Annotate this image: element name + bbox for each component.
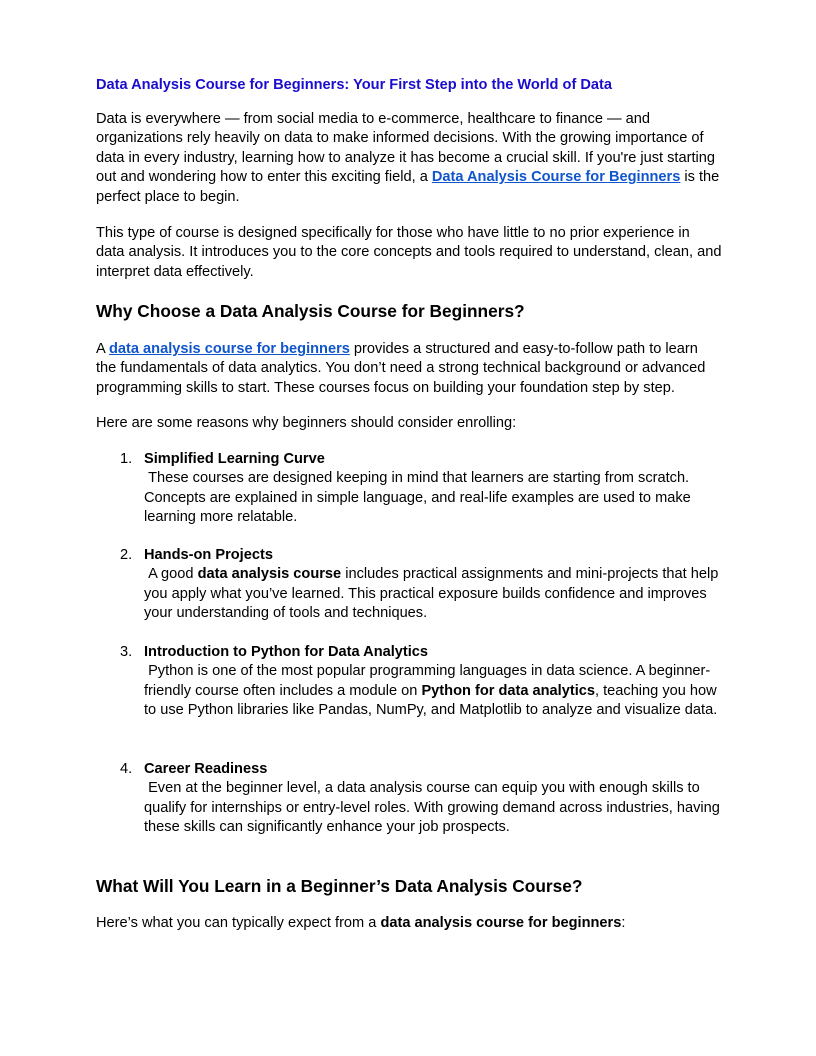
list-item-text-content: Even at the beginner level, a data analysis course can equip you with enough skills to qualify for internships or entry-level roles. With growing demand across industries, having these skills can significantly enhance your job prospects. <box>144 780 720 836</box>
what-bold: data analysis course for beginners <box>380 915 622 931</box>
why-tail: provides a structured and easy-to-follow path to learn the fundamentals of data analytics. You don’t need a strong technical background or advanced programming skills to start. These courses focus on building your foundation step by step. <box>96 341 706 396</box>
reasons-intro: Here are some reasons why beginners should consider enrolling: <box>96 415 517 431</box>
list-item-heading: Introduction to Python for Data Analytics <box>144 644 429 660</box>
list-item-heading: Career Readiness <box>144 761 268 777</box>
list-item-text-a: A good <box>148 566 198 583</box>
list-item-text-b: , teaching you how to use Python libraries like Pandas, NumPy, and Matplotlib to analyze and visualize data. <box>144 682 718 719</box>
list-item-text <box>144 662 720 720</box>
course-link-2[interactable]: data analysis course for beginners <box>108 341 350 357</box>
intro-p1-text: Data is everywhere — from social media to e-commerce, healthcare to finance — and organizations rely heavily on data to make informed decisions. With the growing importance of data in every industry, learning how to analyze it has become a crucial skill. If you're just starting out and wondering how to enter this exciting field, a <box>96 111 715 186</box>
what-paragraph <box>96 914 722 933</box>
course-link-1[interactable]: Data Analysis Course for Beginners <box>431 169 681 186</box>
list-item-text <box>144 565 720 623</box>
section-heading-why: Why Choose a Data Analysis Course for Beginners? <box>96 301 525 321</box>
list-item-text <box>144 779 720 837</box>
list-item-text-b: includes practical assignments and mini-projects that help you apply what you’ve learned. This practical exposure builds confidence and improves your understanding of tools and techniques. <box>144 566 719 622</box>
list-number: 4. <box>120 761 133 777</box>
why-paragraph <box>96 340 722 398</box>
list-item-heading: Simplified Learning Curve <box>144 451 325 467</box>
what-lead: Here’s what you can typically expect from a <box>96 915 381 931</box>
list-item-text <box>144 469 720 527</box>
list-item-text-content: These courses are designed keeping in mind that learners are starting from scratch. Concepts are explained in simple language, and real-life examples are used to make learning more relatable. <box>144 470 691 526</box>
list-number: 3. <box>120 644 133 660</box>
list-number: 2. <box>120 547 133 563</box>
section-heading-what: What Will You Learn in a Beginner’s Data Analysis Course? <box>96 876 583 896</box>
intro-p1-tail: is the perfect place to begin. <box>96 169 720 205</box>
intro-paragraph-2: This type of course is designed specifically for those who have little to no prior experience in data analysis. It introduces you to the core concepts and tools required to understand, clean, and interpret data effectively. <box>96 225 722 280</box>
list-item-bold: data analysis course <box>197 566 342 583</box>
intro-paragraph-1 <box>96 110 722 207</box>
why-lead: A <box>96 341 109 357</box>
list-item-bold: Python for data analytics <box>421 682 595 699</box>
list-item-text-a: Python is one of the most popular programming languages in data science. A beginner-friendly course often includes a module on <box>144 663 711 699</box>
document-title: Data Analysis Course for Beginners: Your First Step into the World of Data <box>96 77 612 93</box>
list-number: 1. <box>120 451 133 467</box>
what-tail: : <box>621 915 626 931</box>
list-item-heading: Hands-on Projects <box>144 547 273 563</box>
